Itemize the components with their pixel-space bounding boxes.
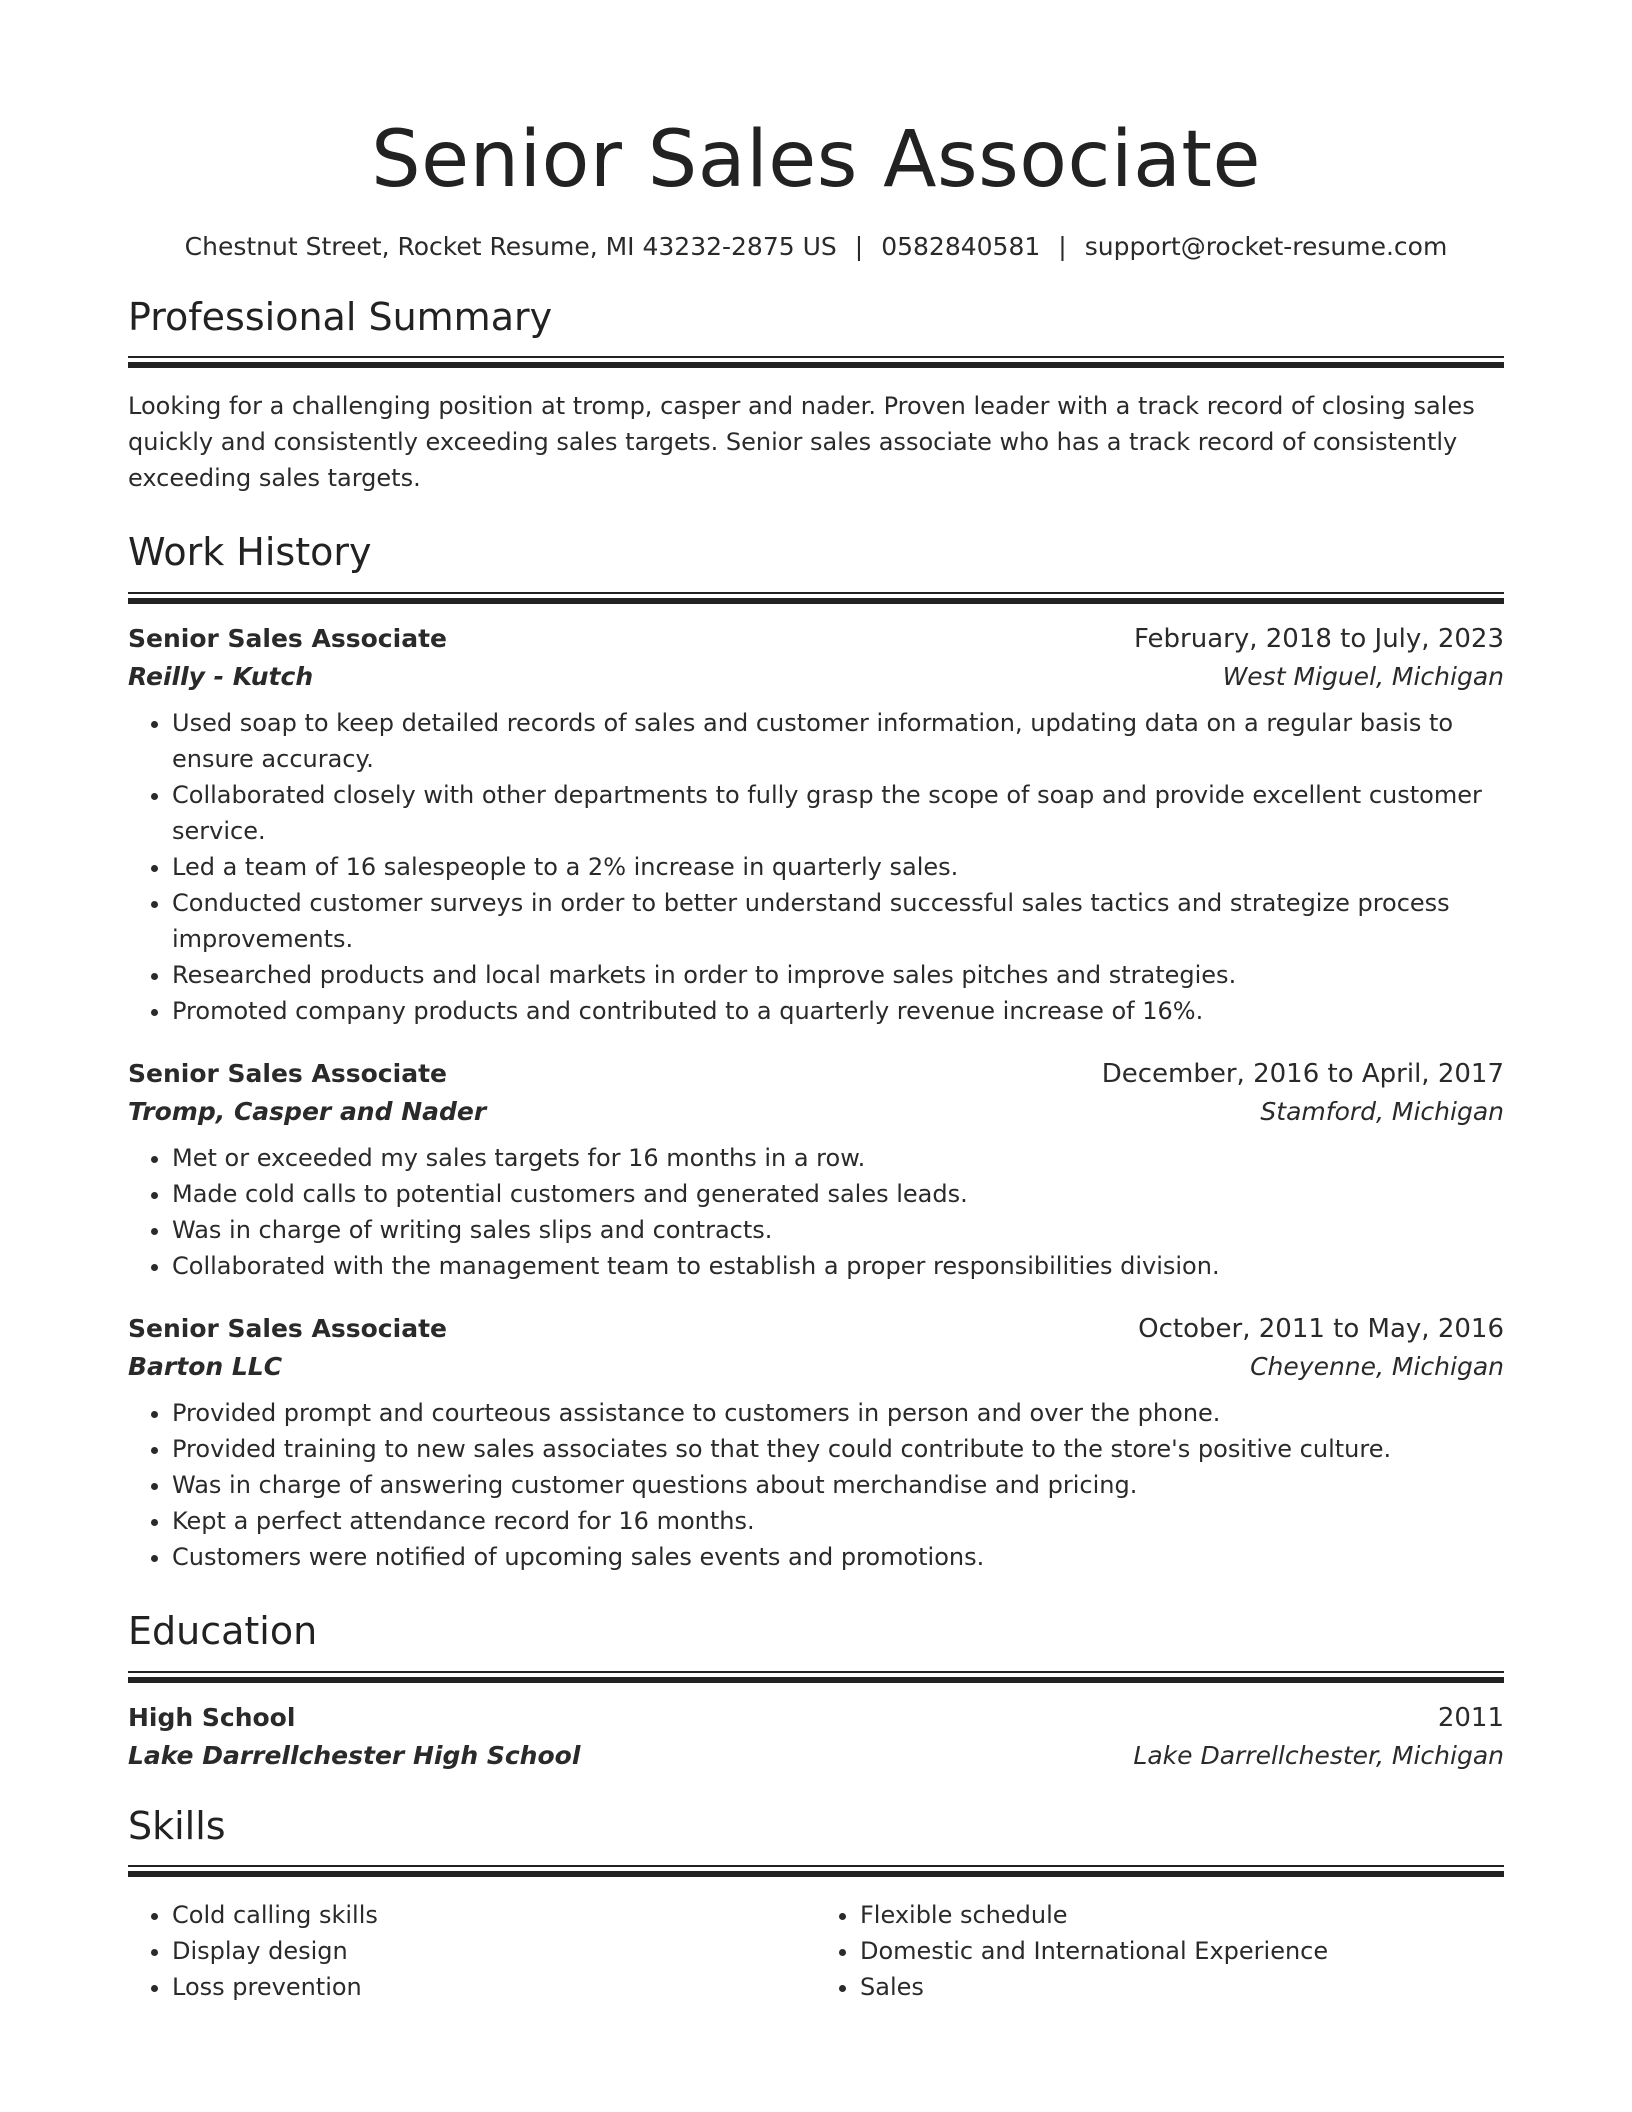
job-company: Reilly - Kutch: [128, 661, 314, 691]
job-bullet: • Kept a perfect attendance record for 16 months.: [172, 1503, 1504, 1539]
contact-phone: 0582840581: [881, 231, 1041, 261]
job-bullets: [128, 705, 1504, 1029]
section-divider: [128, 356, 1504, 368]
job-entry: [128, 1314, 1504, 1575]
job-bullets: [128, 1395, 1504, 1575]
skill-item: • Domestic and International Experience: [860, 1933, 1504, 1969]
job-bullet: • Customers were notified of upcoming sales events and promotions.: [172, 1539, 1504, 1575]
contact-separator: |: [854, 231, 864, 261]
contact-line: [128, 232, 1504, 261]
job-location: Stamford, Michigan: [1260, 1096, 1504, 1126]
education-location: Lake Darrellchester, Michigan: [1133, 1740, 1504, 1770]
skill-item: • Loss prevention: [172, 1969, 816, 2005]
skill-item: • Flexible schedule: [860, 1897, 1504, 1933]
skills-section: [128, 1804, 1504, 2006]
job-bullets: [128, 1140, 1504, 1284]
job-bullet: • Led a team of 16 salespeople to a 2% increase in quarterly sales.: [172, 849, 1504, 885]
job-bullet: • Was in charge of answering customer questions about merchandise and pricing.: [172, 1467, 1504, 1503]
summary-text: Looking for a challenging position at tromp, casper and nader. Proven leader with a track record of closing sales quickly and consistently exceeding sales targets. Senior sales associate who has a track record of consistently exceeding sales targets.: [128, 392, 1475, 493]
skills-list-right: [816, 1897, 1504, 2005]
education-year: 2011: [1437, 1702, 1504, 1733]
skill-item: • Sales: [860, 1969, 1504, 2005]
job-bullet: • Made cold calls to potential customers and generated sales leads.: [172, 1176, 1504, 1212]
job-dates: October, 2011 to May, 2016: [1138, 1313, 1504, 1344]
section-title-education: Education: [128, 1608, 318, 1653]
education-degree: High School: [128, 1702, 296, 1732]
job-title: Senior Sales Associate: [128, 1313, 447, 1343]
work-history-section: [128, 530, 1504, 1575]
section-divider: [128, 592, 1504, 604]
contact-email: support@rocket-resume.com: [1084, 231, 1448, 261]
job-entry: [128, 1059, 1504, 1284]
skill-item: • Cold calling skills: [172, 1897, 816, 1933]
job-location: Cheyenne, Michigan: [1250, 1351, 1504, 1381]
job-bullet: • Collaborated closely with other departments to fully grasp the scope of soap and provide excellent customer service.: [172, 777, 1504, 849]
job-company: Tromp, Casper and Nader: [128, 1096, 487, 1126]
job-entry: [128, 624, 1504, 1029]
education-section: [128, 1609, 1504, 1770]
skills-list-left: [128, 1897, 816, 2005]
job-bullet: • Used soap to keep detailed records of sales and customer information, updating data on a regular basis to ensure accuracy.: [172, 705, 1504, 777]
job-bullet: • Researched products and local markets in order to improve sales pitches and strategies.: [172, 957, 1504, 993]
job-bullet: • Promoted company products and contributed to a quarterly revenue increase of 16%.: [172, 993, 1504, 1029]
job-title: Senior Sales Associate: [128, 1058, 447, 1088]
job-bullet: • Conducted customer surveys in order to better understand successful sales tactics and strategize process improvements.: [172, 885, 1504, 957]
job-bullet: • Provided prompt and courteous assistance to customers in person and over the phone.: [172, 1395, 1504, 1431]
contact-address: Chestnut Street, Rocket Resume, MI 43232-2875 US: [184, 231, 837, 261]
contact-separator: |: [1058, 231, 1067, 261]
resume-name: Senior Sales Associate: [371, 115, 1261, 205]
job-bullet: • Was in charge of writing sales slips and contracts.: [172, 1212, 1504, 1248]
section-title-skills: Skills: [128, 1803, 226, 1848]
section-title-work-history: Work History: [128, 530, 372, 575]
skills-columns: [128, 1897, 1504, 2005]
job-title: Senior Sales Associate: [128, 623, 447, 653]
section-divider: [128, 1865, 1504, 1877]
skill-item: • Display design: [172, 1933, 816, 1969]
summary-section: [128, 295, 1504, 497]
section-divider: [128, 1671, 1504, 1683]
job-dates: December, 2016 to April, 2017: [1101, 1058, 1504, 1089]
education-school: Lake Darrellchester High School: [128, 1740, 581, 1770]
job-bullet: • Met or exceeded my sales targets for 16 months in a row.: [172, 1140, 1504, 1176]
job-dates: February, 2018 to July, 2023: [1134, 623, 1504, 654]
job-company: Barton LLC: [128, 1351, 283, 1381]
job-bullet: • Collaborated with the management team to establish a proper responsibilities division.: [172, 1248, 1504, 1284]
job-location: West Miguel, Michigan: [1222, 661, 1504, 691]
section-title-summary: Professional Summary: [128, 294, 553, 339]
job-bullet: • Provided training to new sales associates so that they could contribute to the store's positive culture.: [172, 1431, 1504, 1467]
